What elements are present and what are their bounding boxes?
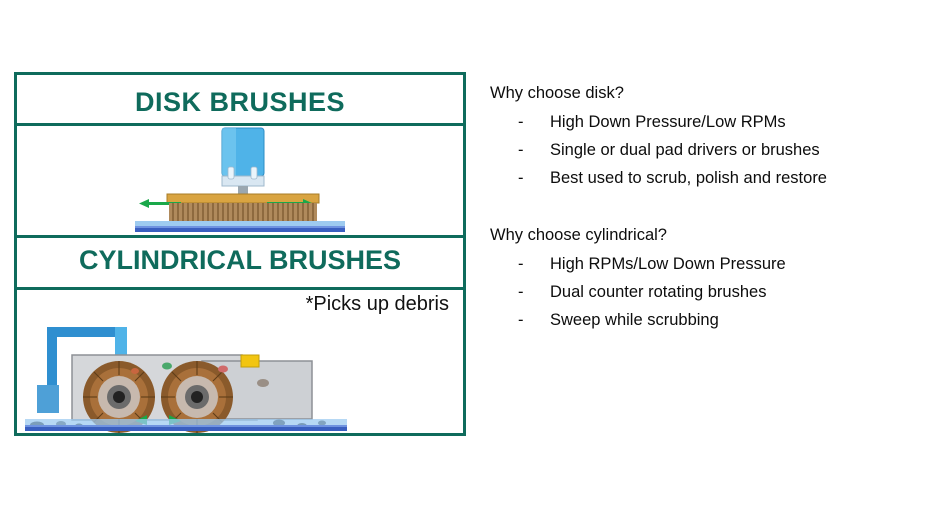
feature-text-column bbox=[490, 84, 920, 339]
list-item bbox=[490, 255, 920, 274]
cylindrical-question-heading: Why choose cylindrical? bbox=[490, 226, 667, 244]
cylindrical-bullet-list bbox=[490, 255, 920, 330]
cylindrical-brushes-title: CYLINDRICAL BRUSHES bbox=[78, 245, 402, 275]
bullet-marker: - bbox=[518, 283, 524, 301]
bullet-marker: - bbox=[518, 169, 524, 187]
section-cylindrical bbox=[490, 226, 920, 330]
disk-bullet-list bbox=[490, 113, 920, 188]
disk-brushes-title: DISK BRUSHES bbox=[134, 87, 346, 117]
bullet-marker: - bbox=[518, 255, 524, 273]
list-item bbox=[490, 169, 920, 188]
panel-divider-lower bbox=[17, 287, 463, 290]
bullet-text: Best used to scrub, polish and restore bbox=[550, 169, 827, 187]
section-disk bbox=[490, 84, 920, 188]
disk-brush-diagram bbox=[17, 126, 463, 234]
list-item bbox=[490, 113, 920, 132]
picks-up-debris-note: *Picks up debris bbox=[305, 293, 449, 315]
disk-question-heading: Why choose disk? bbox=[490, 84, 624, 102]
cylindrical-brush-diagram bbox=[17, 325, 463, 433]
list-item bbox=[490, 141, 920, 160]
brush-comparison-illustration bbox=[14, 72, 466, 436]
bullet-marker: - bbox=[518, 141, 524, 159]
bullet-text: Dual counter rotating brushes bbox=[550, 283, 767, 301]
bullet-text: Single or dual pad drivers or brushes bbox=[550, 141, 820, 159]
bullet-text: High RPMs/Low Down Pressure bbox=[550, 255, 786, 273]
bullet-marker: - bbox=[518, 113, 524, 131]
list-item bbox=[490, 283, 920, 302]
bullet-text: Sweep while scrubbing bbox=[550, 311, 719, 329]
section-spacer bbox=[490, 197, 920, 226]
panel-divider-middle bbox=[17, 235, 463, 238]
list-item bbox=[490, 311, 920, 330]
bullet-text: High Down Pressure/Low RPMs bbox=[550, 113, 786, 131]
bullet-marker: - bbox=[518, 311, 524, 329]
